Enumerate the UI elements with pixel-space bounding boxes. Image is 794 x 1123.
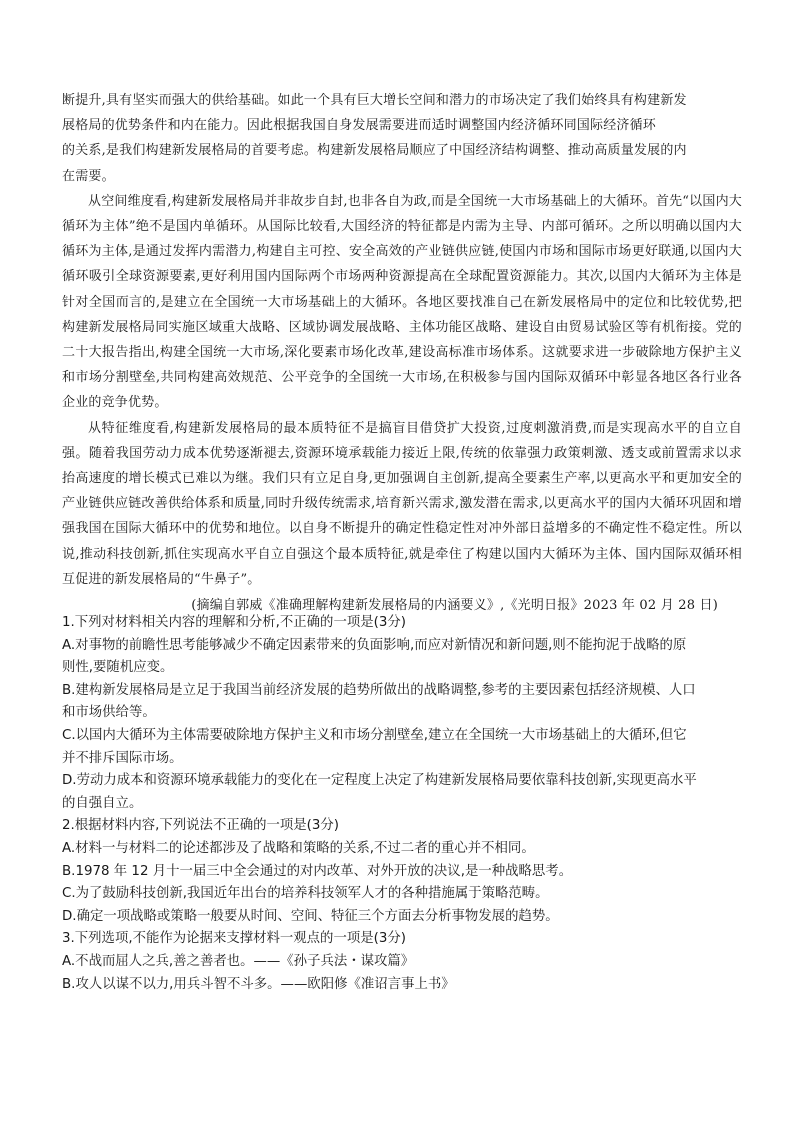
question-list <box>62 612 738 996</box>
question-2-stem: 2.根据材料内容,下列说法不正确的一项是(3分) <box>62 818 340 834</box>
question-1-option-c: C.以国内大循环为主体需要破除地方保护主义和市场分割壁垒,建立在全国统一大市场基础上的大循环,但它 <box>62 727 687 743</box>
question-1-option-d-cont: 的自强自立。 <box>62 795 143 811</box>
question-1-option-a-cont: 则性,要随机应变。 <box>62 660 174 676</box>
question-3-stem: 3.下列选项,不能作为论据来支撑材料一观点的一项是(3分) <box>62 931 406 947</box>
question-2-option-d: D.确定一项战略或策略一般要从时间、空间、特征三个方面去分析事物发展的趋势。 <box>62 908 559 924</box>
question-2-option-a: A.材料一与材料二的论述都涉及了战略和策略的关系,不过二者的重心并不相同。 <box>62 840 535 856</box>
passage-line: 断提升,具有坚实而强大的供给基础。如此一个具有巨大增长空间和潜力的市场决定了我们始终具有构建新发 <box>62 93 687 108</box>
passage-line: 展格局的优势条件和内在能力。因此根据我国自身发展需要进而适时调整国内经济循环同国际经济循环 <box>62 118 657 134</box>
question-2-option-c: C.为了鼓励科技创新,我国近年出台的培养科技领军人才的各种措施属于策略范畴。 <box>62 886 549 902</box>
reading-passage <box>62 88 742 618</box>
question-2-option-b: B.1978 年 12 月十一届三中全会通过的对内改革、对外开放的决议,是一种战略思考。 <box>62 863 573 879</box>
question-3-option-b: B.攻人以谋不以力,用兵斗智不斗多。——欧阳修《准诏言事上书》 <box>62 976 455 992</box>
question-1-option-d: D.劳动力成本和资源环境承载能力的变化在一定程度上决定了构建新发展格局要依靠科技创新,实现更高水平 <box>62 773 697 789</box>
question-1-option-a: A.对事物的前瞻性思考能够减少不确定因素带来的负面影响,而应对新情况和新问题,则不能拘泥于战略的原 <box>62 637 687 653</box>
passage-paragraph-spatial: 从空间维度看,构建新发展格局并非故步自封,也非各自为政,而是全国统一大市场基础上的大循环。首先“以国内大循环为主体”绝不是国内单循环。从国际比较看,大国经济的特征都是内需为主导、内部可循环。之所以明确以国内大循环为主体,是通过发挥内需潜力,构建自主可控、安全高效的产业链供应链,使国内市场和国际市场更好联通,以国内大循环吸引全球资源要素,更好利用国内国际两个市场两种资源提高在全球配置资源能力。其次,以国内大循环为主体是针对全国而言的,是建立在全国统一大市场基础上的大循环。各地区要找准自己在新发展格局中的定位和比较优势,把构建新发展格局同实施区域重大战略、区域协调发展战略、主体功能区战略、建设自由贸易试验区等有机衔接。党的二十大报告指出,构建全国统一大市场,深化要素市场化改革,建设高标准市场体系。这就要求进一步破除地方保护主义和市场分割壁垒,共同构建高效规范、公平竞争的全国统一大市场,在积极参与国内国际双循环中彰显各地区各行业各企业的竞争优势。 <box>62 193 742 411</box>
passage-line: 的关系,是我们构建新发展格局的首要考虑。构建新发展格局顺应了中国经济结构调整、推动高质量发展的内 <box>62 143 687 159</box>
question-1-stem: 1.下列对材料相关内容的理解和分析,不正确的一项是(3分) <box>62 615 406 630</box>
question-3-option-a: A.不战而屈人之兵,善之善者也。——《孙子兵法・谋攻篇》 <box>62 953 415 969</box>
question-1-option-c-cont: 并不排斥国际市场。 <box>62 750 183 766</box>
passage-paragraph-feature: 从特征维度看,构建新发展格局的最本质特征不是搞盲目借贷扩大投资,过度刺激消费,而是实现高水平的自立自强。随着我国劳动力成本优势逐渐褪去,资源环境承载能力接近上限,传统的依靠强力政策刺激、透支或前置需求以求抬高速度的增长模式已难以为继。我们只有立足自身,更加强调自主创新,提高全要素生产率,以更高水平和更加安全的产业链供应链改善供给体系和质量,同时升级传统需求,培育新兴需求,激发潜在需求,以更高水平的国内大循环巩固和增强我国在国际大循环中的优势和地位。以自身不断提升的确定性稳定性对冲外部日益增多的不确定性不稳定性。所以说,推动科技创新,抓住实现高水平自立自强这个最本质特征,就是牵住了构建以国内大循环为主体、国内国际双循环相互促进的新发展格局的“牛鼻子”。 <box>62 420 742 587</box>
question-1-option-b-cont: 和市场供给等。 <box>62 705 156 721</box>
passage-line: 在需要。 <box>62 168 115 184</box>
passage-source: (摘编自郭威《准确理解构建新发展格局的内涵要义》,《光明日报》2023 年 02 月 28 日) <box>191 598 718 614</box>
question-1-option-b: B.建构新发展格局是立足于我国当前经济发展的趋势所做出的战略调整,参考的主要因素包括经济规模、人口 <box>62 682 696 698</box>
